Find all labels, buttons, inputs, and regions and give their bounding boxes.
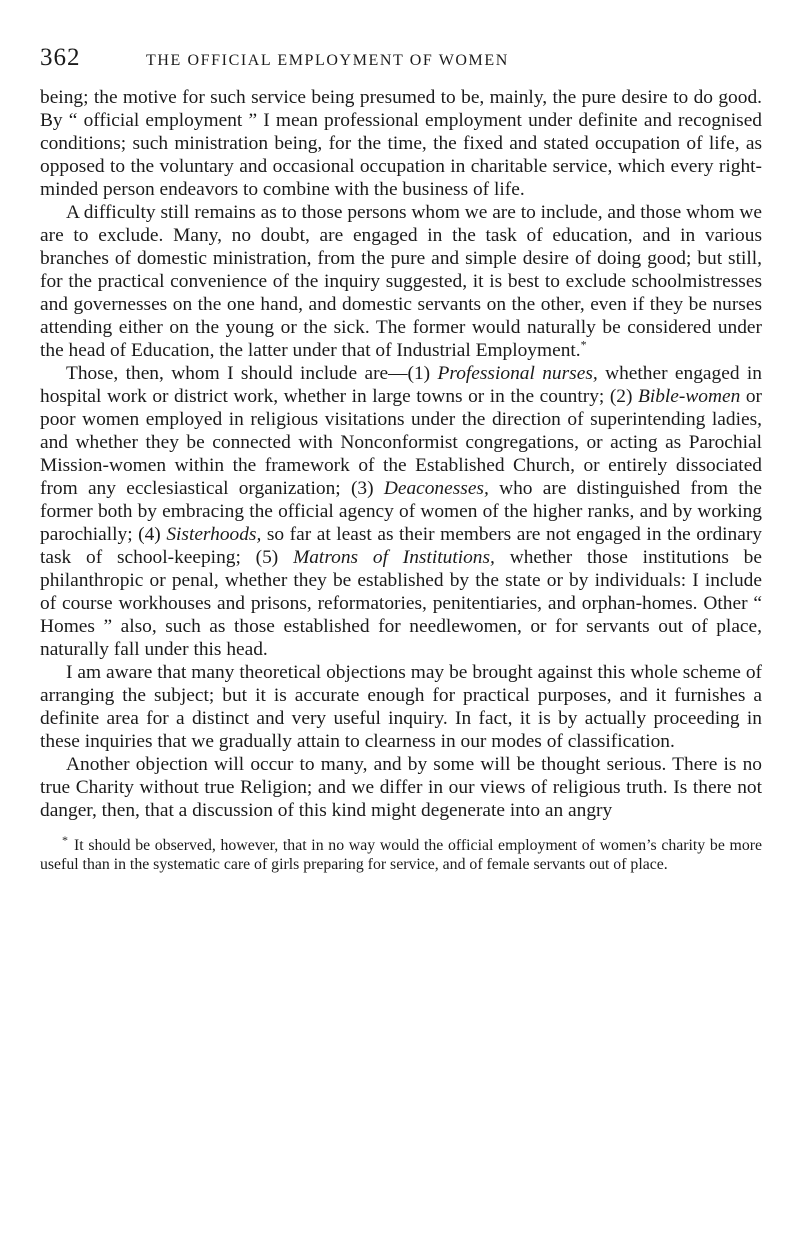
paragraph-3 xyxy=(40,362,762,661)
paragraph-3-text-1: Those, then, whom I should include are—(1) xyxy=(66,363,438,384)
paragraph-4: I am aware that many theoretical objections may be brought against this whole scheme of arranging the subject; but it is accurate enough for practical purposes, and it furnishes a definite area for a distinct and very useful inquiry. In fact, it is by actually proceeding in these inquiries that we gradually attain to clearness in our modes of classification. xyxy=(40,662,762,752)
paragraph-5: Another objection will occur to many, and by some will be thought serious. There is no true Charity without true Religion; and we differ in our views of religious truth. Is there not danger, then, that a discussion of this kind might degenerate into an angry xyxy=(40,754,762,821)
page-number: 362 xyxy=(40,44,81,71)
book-page xyxy=(40,44,762,874)
term-deaconesses: Deaconesses, xyxy=(383,478,489,499)
term-bible-women: Bible-women xyxy=(637,386,741,407)
paragraph-2-text: A difficulty still remains as to those persons whom we are to include, and those whom we are to exclude. Many, no doubt, are engaged in the task of education, and in various branches of domestic ministration, from the pure and simple desire of doing good; but still, for the practical convenience of the inquiry suggested, it is best to exclude schoolmistresses and governesses on the one hand, and domestic servants on the other, even if they be nurses attending either on the young or the sick. The former would naturally be considered under the head of Education, the latter under that of Industrial Employment. xyxy=(40,202,762,361)
paragraph-3-text-5: so far at least as their members are not engaged in the ordinary task of school-keeping; (5) xyxy=(40,524,762,568)
footnote-mark: * xyxy=(62,832,68,847)
term-sisterhoods: Sisterhoods, xyxy=(166,524,262,545)
running-title: THE OFFICIAL EMPLOYMENT OF WOMEN xyxy=(146,52,509,69)
paragraph-1: being; the motive for such service being presumed to be, mainly, the pure desire to do good. By “ official employment ” I mean professional employment under definite and recognised conditions; such ministration being, for the time, the fixed and stated occupation of life, as opposed to the voluntary and occasional occupation in charitable service, which every right-minded person endeavors to combine with the business of life. xyxy=(40,87,762,200)
term-professional-nurses: Professional nurses, xyxy=(437,363,598,384)
footnote-text: It should be observed, however, that in no way would the official employment of women’s charity be more useful than in the systematic care of girls preparing for service, and of female servants out of place. xyxy=(40,837,762,873)
paragraph-3-text-3: or poor women employed in religious visitations under the direction of superintending ladies, and whether they be connected with Nonconformist congregations, or acting as Parochial Mission-women within the framework of the Established Church, or entirely dissociated from any ecclesiastical organization; (3) xyxy=(40,386,762,499)
paragraph-3-text-4: who are distinguished from the former both by embracing the official agency of women of the higher ranks, and by working parochially; (4) xyxy=(40,478,763,545)
running-head xyxy=(40,44,762,78)
paragraph-3-text-6: whether those institutions be philanthropic or penal, whether they be established by the state or by individuals: I include of course workhouses and prisons, reformatories, penitentiaries, and orphan-homes. Other “ Homes ” also, such as those established for needlewomen, or for servants out of place, naturally fall under this head. xyxy=(40,547,762,660)
paragraph-3-text-2: whether engaged in hospital work or district work, whether in large towns or in the country; (2) xyxy=(40,363,762,407)
footnote-reference[interactable]: * xyxy=(580,337,587,352)
term-matrons-of-institutions: Matrons of Institutions, xyxy=(293,547,495,568)
paragraph-2 xyxy=(40,201,762,362)
body-text xyxy=(40,86,762,822)
footnote xyxy=(40,832,762,874)
